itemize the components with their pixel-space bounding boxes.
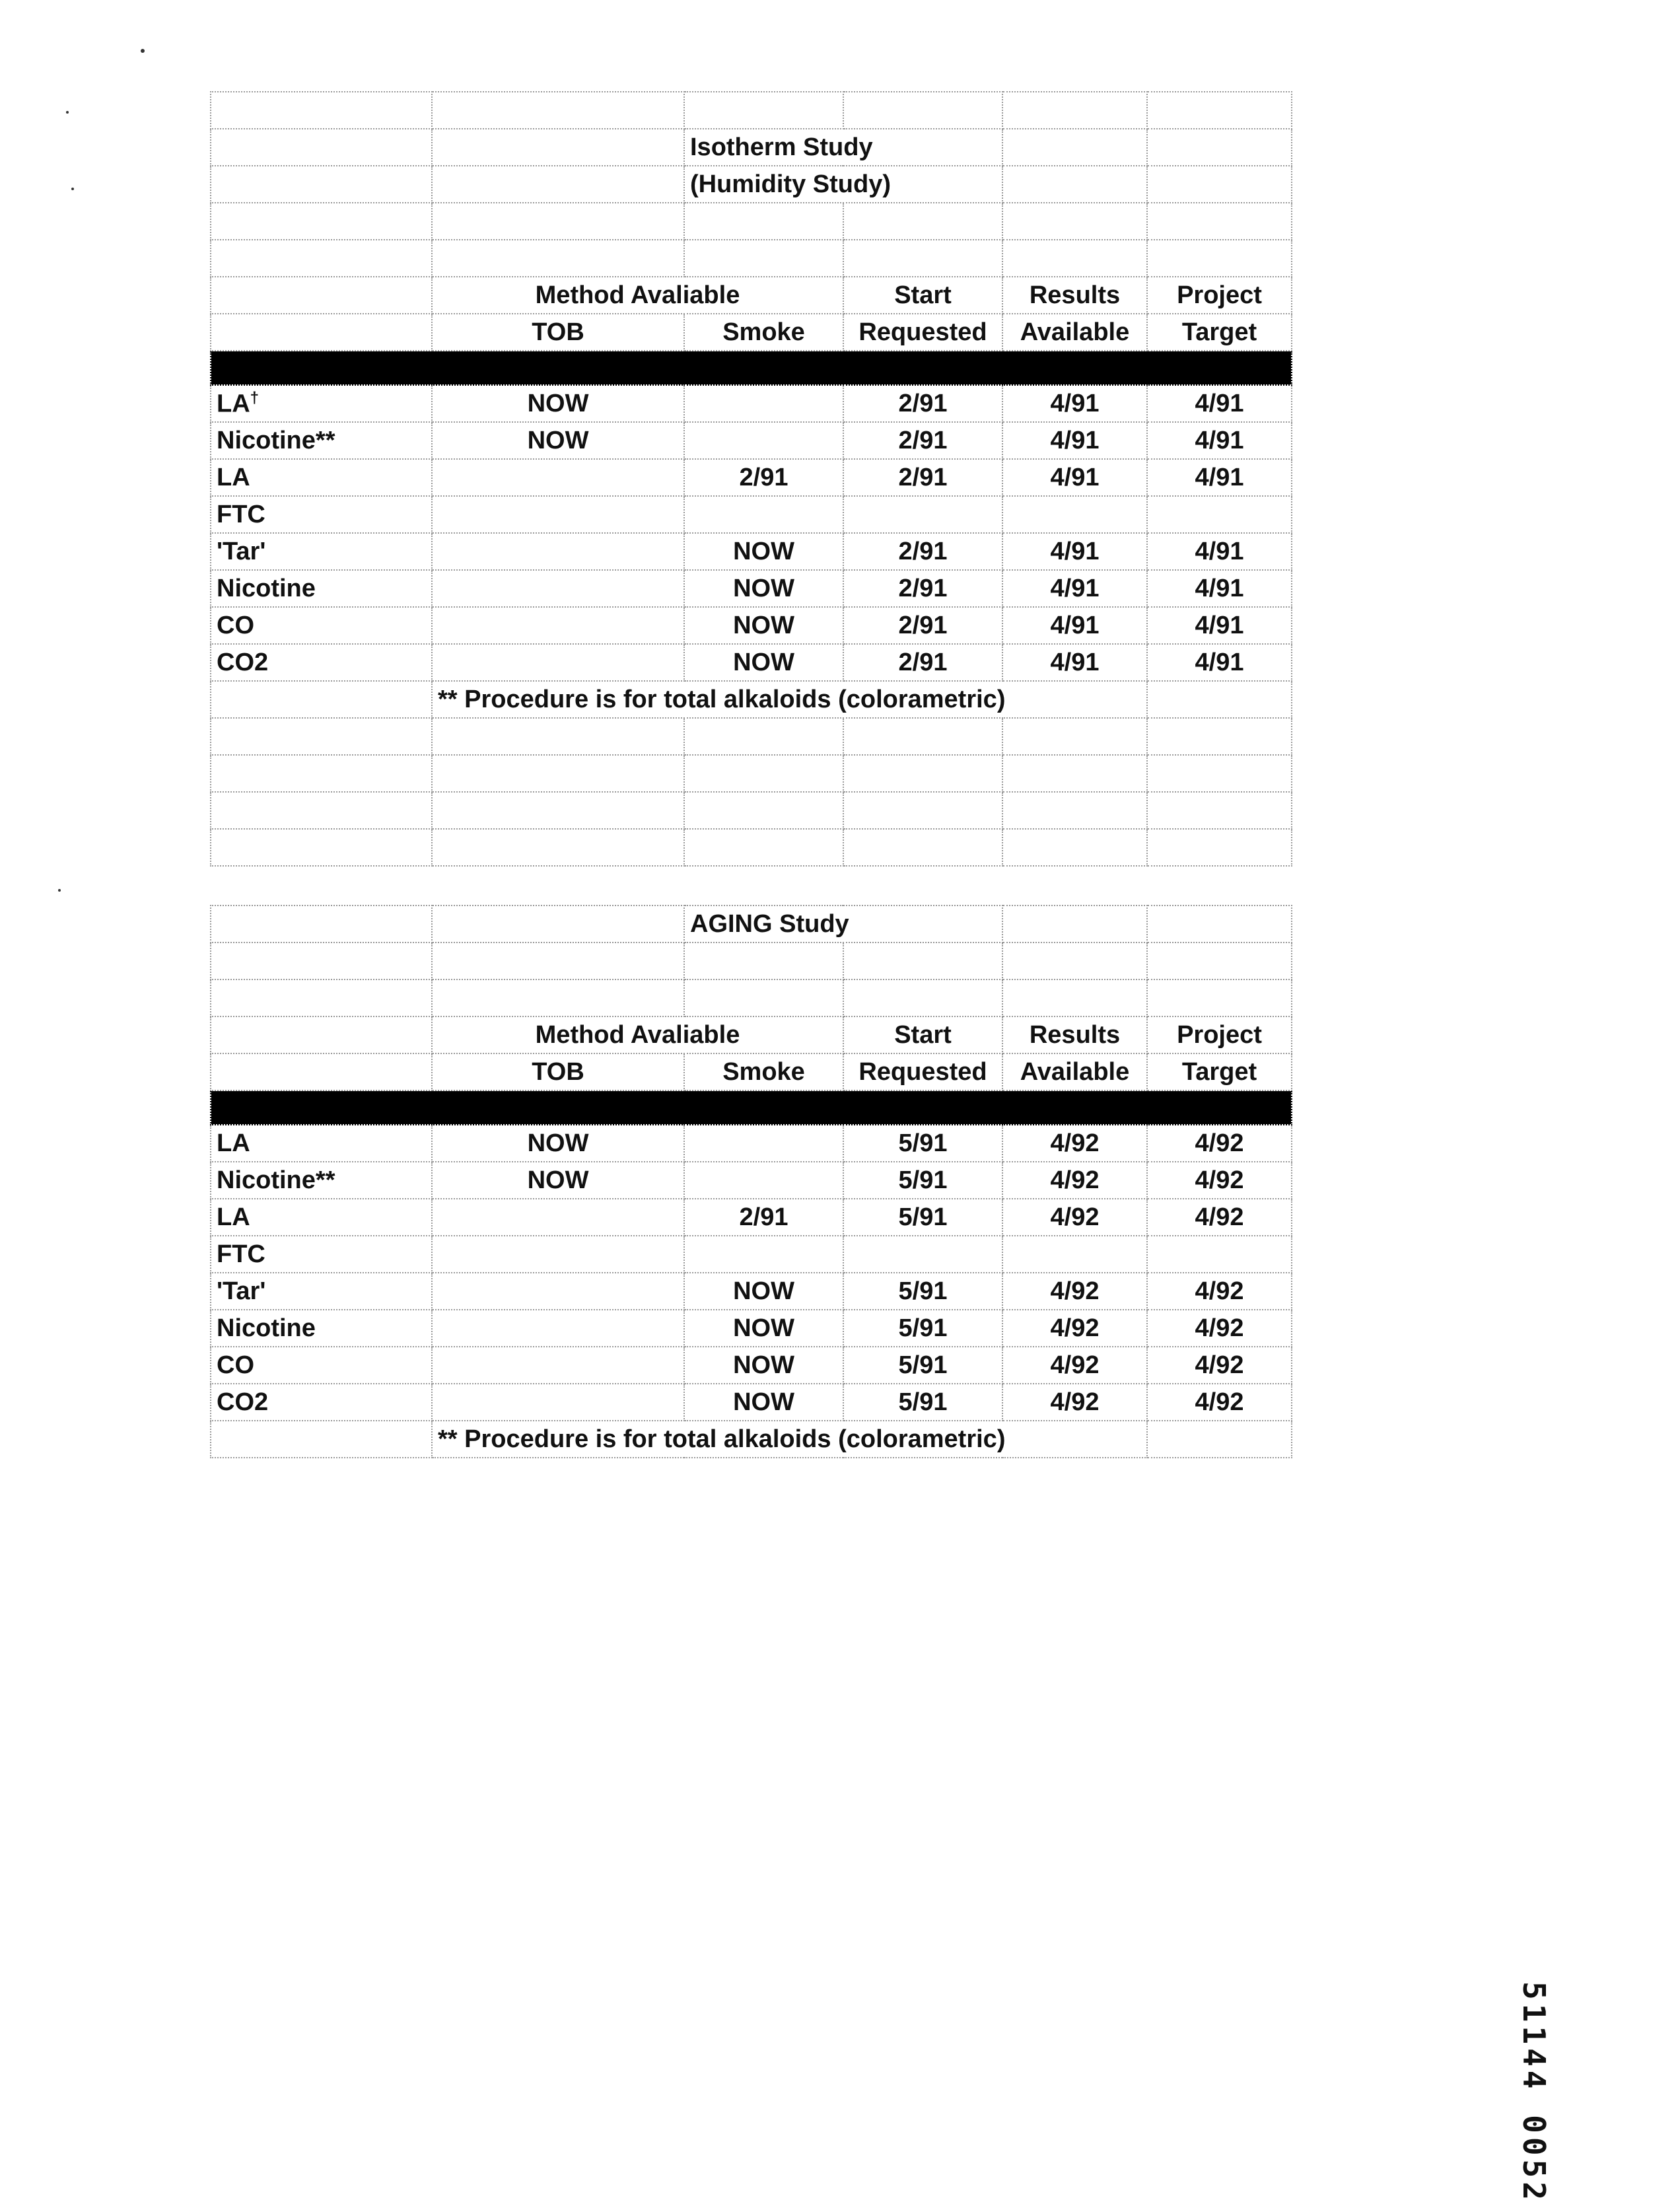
tob-cell [432,1347,684,1384]
dagger-mark: † [250,388,260,407]
tob-cell: NOW [432,1125,684,1162]
target-cell: 4/91 [1147,533,1292,570]
spacer-row [211,718,1292,755]
aging-study-section [210,905,1291,1458]
tob-cell [432,496,684,533]
footnote-row [211,1421,1292,1458]
tob-header: TOB [432,1053,684,1090]
available-header: Available [1002,1053,1147,1090]
table-row [211,1347,1292,1384]
table-row [211,496,1292,533]
row-label: FTC [211,1236,432,1273]
results-cell: 4/91 [1002,385,1147,422]
project-header: Project [1147,1016,1292,1053]
row-label: LA† [211,385,432,422]
target-cell: 4/91 [1147,607,1292,644]
table-row [211,1310,1292,1347]
target-cell: 4/92 [1147,1162,1292,1199]
spacer-row [211,203,1292,240]
smoke-cell [684,496,843,533]
results-cell: 4/91 [1002,533,1147,570]
start-cell: 2/91 [843,422,1002,459]
isotherm-title: Isotherm Study [684,129,1002,166]
spacer-row [211,942,1292,979]
tob-header: TOB [432,314,684,351]
footnote: ** Procedure is for total alkaloids (colorametric) [432,1421,1147,1458]
header-divider-bar [211,351,1292,385]
table-row [211,422,1292,459]
results-header: Results [1002,1016,1147,1053]
tob-cell [432,1310,684,1347]
smoke-cell [684,1125,843,1162]
target-cell: 4/91 [1147,385,1292,422]
target-cell: 4/91 [1147,644,1292,681]
spacer-row [211,792,1292,829]
spacer-row [211,240,1292,277]
tob-cell: NOW [432,1162,684,1199]
title-row [211,129,1292,166]
target-cell [1147,1236,1292,1273]
start-header: Start [843,277,1002,314]
scan-speck [71,188,74,190]
start-cell: 2/91 [843,644,1002,681]
smoke-cell: NOW [684,644,843,681]
tob-cell: NOW [432,422,684,459]
table-row [211,1384,1292,1421]
results-cell: 4/92 [1002,1162,1147,1199]
target-header: Target [1147,1053,1292,1090]
results-cell [1002,1236,1147,1273]
start-cell [843,496,1002,533]
results-cell: 4/92 [1002,1310,1147,1347]
results-cell: 4/91 [1002,422,1147,459]
smoke-cell: 2/91 [684,1199,843,1236]
spacer-row [211,829,1292,866]
isotherm-study-section [210,91,1291,867]
results-cell: 4/91 [1002,459,1147,496]
title-row [211,906,1292,942]
start-cell: 2/91 [843,385,1002,422]
start-cell: 5/91 [843,1199,1002,1236]
smoke-cell: NOW [684,1347,843,1384]
smoke-cell: 2/91 [684,459,843,496]
smoke-cell: NOW [684,570,843,607]
tob-cell [432,1384,684,1421]
smoke-cell [684,422,843,459]
table-row [211,1236,1292,1273]
target-cell: 4/91 [1147,459,1292,496]
requested-header: Requested [843,1053,1002,1090]
table-row [211,644,1292,681]
start-cell: 5/91 [843,1347,1002,1384]
table-row [211,1199,1292,1236]
smoke-cell: NOW [684,1273,843,1310]
header-row-1 [211,277,1292,314]
row-label: LA [211,1199,432,1236]
target-cell: 4/92 [1147,1310,1292,1347]
isotherm-study-table [210,91,1292,867]
smoke-cell: NOW [684,607,843,644]
start-cell: 5/91 [843,1310,1002,1347]
table-row [211,607,1292,644]
method-available-header: Method Avaliable [432,1016,843,1053]
header-divider-bar [211,1090,1292,1125]
smoke-cell: NOW [684,1384,843,1421]
tob-cell [432,1236,684,1273]
project-header: Project [1147,277,1292,314]
results-cell: 4/92 [1002,1199,1147,1236]
smoke-cell: NOW [684,533,843,570]
footnote: ** Procedure is for total alkaloids (colorametric) [432,681,1147,718]
tob-cell [432,459,684,496]
row-label: 'Tar' [211,533,432,570]
smoke-cell [684,1236,843,1273]
header-row-1 [211,1016,1292,1053]
table-row [211,1273,1292,1310]
start-cell: 5/91 [843,1384,1002,1421]
row-label: CO [211,607,432,644]
tob-cell [432,607,684,644]
start-cell: 2/91 [843,459,1002,496]
results-cell [1002,496,1147,533]
tob-cell [432,1273,684,1310]
tob-cell [432,644,684,681]
target-cell: 4/92 [1147,1199,1292,1236]
start-cell: 2/91 [843,570,1002,607]
results-cell: 4/92 [1002,1273,1147,1310]
aging-title: AGING Study [684,906,1002,942]
row-label: CO2 [211,1384,432,1421]
target-cell: 4/92 [1147,1273,1292,1310]
tob-cell [432,570,684,607]
spacer-row [211,755,1292,792]
smoke-header: Smoke [684,1053,843,1090]
table-row [211,570,1292,607]
results-cell: 4/92 [1002,1347,1147,1384]
row-label: LA [211,459,432,496]
target-cell: 4/92 [1147,1125,1292,1162]
footnote-row [211,681,1292,718]
available-header: Available [1002,314,1147,351]
smoke-cell: NOW [684,1310,843,1347]
requested-header: Requested [843,314,1002,351]
target-header: Target [1147,314,1292,351]
smoke-cell [684,385,843,422]
table-row [211,459,1292,496]
scan-speck [66,111,69,114]
start-cell: 5/91 [843,1273,1002,1310]
tob-cell: NOW [432,385,684,422]
results-cell: 4/92 [1002,1384,1147,1421]
scan-speck [141,49,145,53]
tob-cell [432,533,684,570]
header-row-2 [211,1053,1292,1090]
smoke-cell [684,1162,843,1199]
start-cell [843,1236,1002,1273]
table-row [211,1125,1292,1162]
tob-cell [432,1199,684,1236]
row-label: Nicotine** [211,422,432,459]
isotherm-subtitle: (Humidity Study) [684,166,1002,203]
table-row [211,533,1292,570]
results-cell: 4/91 [1002,570,1147,607]
row-label: 'Tar' [211,1273,432,1310]
method-available-header: Method Avaliable [432,277,843,314]
header-row-2 [211,314,1292,351]
target-cell: 4/92 [1147,1384,1292,1421]
start-cell: 5/91 [843,1125,1002,1162]
spacer-row [211,92,1292,129]
target-cell: 4/91 [1147,570,1292,607]
row-label: CO [211,1347,432,1384]
row-label: FTC [211,496,432,533]
results-cell: 4/91 [1002,644,1147,681]
aging-study-table [210,905,1292,1458]
start-cell: 2/91 [843,607,1002,644]
start-cell: 2/91 [843,533,1002,570]
target-cell [1147,496,1292,533]
subtitle-row [211,166,1292,203]
table-row [211,1162,1292,1199]
smoke-header: Smoke [684,314,843,351]
scan-speck [58,889,61,892]
row-label: LA [211,1125,432,1162]
results-cell: 4/92 [1002,1125,1147,1162]
row-label: Nicotine [211,570,432,607]
target-cell: 4/91 [1147,422,1292,459]
results-cell: 4/91 [1002,607,1147,644]
table-row [211,385,1292,422]
row-label: Nicotine** [211,1162,432,1199]
target-cell: 4/92 [1147,1347,1292,1384]
start-cell: 5/91 [843,1162,1002,1199]
document-number: 51144 0052 [1516,1981,1552,2204]
row-label: CO2 [211,644,432,681]
row-label: Nicotine [211,1310,432,1347]
spacer-row [211,979,1292,1016]
start-header: Start [843,1016,1002,1053]
results-header: Results [1002,277,1147,314]
